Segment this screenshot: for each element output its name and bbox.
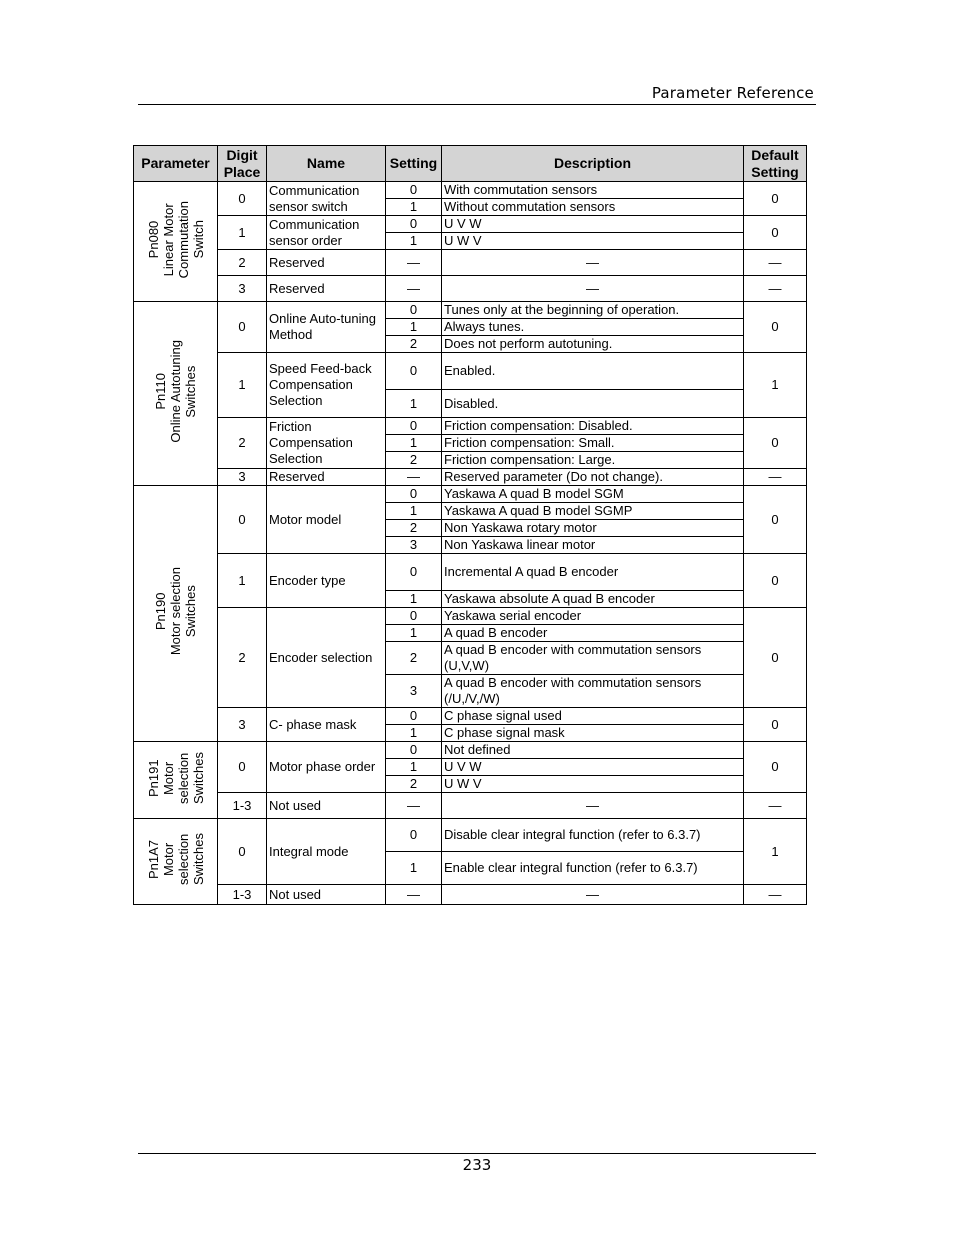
name-cell: Reserved [267, 250, 386, 276]
parameter-label-line: Motor [160, 842, 176, 877]
name-cell: Encoder type [267, 554, 386, 608]
parameter-cell [134, 819, 218, 905]
setting-cell: 2 [386, 452, 442, 469]
parameter-label-line: Switches [183, 585, 198, 638]
digit-place-cell: 3 [218, 276, 267, 302]
description-cell: Friction compensation: Disabled. [442, 418, 744, 435]
description-cell: Enable clear integral function (refer to 6.3.7) [442, 852, 744, 885]
description-cell: — [442, 276, 744, 302]
name-cell: C- phase mask [267, 708, 386, 742]
description-cell: Yaskawa A quad B model SGM [442, 486, 744, 503]
parameter-label-line: Pn080 [145, 220, 161, 259]
setting-cell: 1 [386, 503, 442, 520]
table-row [134, 353, 807, 390]
page-header-title: Parameter Reference [651, 84, 814, 102]
table-row [134, 216, 807, 233]
parameter-label-line: Pn191 [145, 759, 161, 797]
name-cell: Motor phase order [267, 742, 386, 793]
header-parameter: Parameter [134, 146, 218, 182]
description-cell: U W V [442, 233, 744, 250]
digit-place-cell: 0 [218, 182, 267, 216]
description-cell: U W V [442, 776, 744, 793]
digit-place-cell: 2 [218, 608, 267, 708]
default-setting-cell: 0 [744, 216, 807, 250]
setting-cell: 1 [386, 199, 442, 216]
table-row [134, 486, 807, 503]
name-cell: Reserved [267, 276, 386, 302]
table-row [134, 793, 807, 819]
header-default-line-2: Setting [751, 163, 799, 180]
default-setting-cell: — [744, 885, 807, 905]
setting-cell: 0 [386, 554, 442, 591]
name-cell: Friction Compensation Selection [267, 418, 386, 469]
description-cell: Tunes only at the beginning of operation. [442, 302, 744, 319]
digit-place-cell: 1 [218, 554, 267, 608]
setting-cell: 0 [386, 608, 442, 625]
name-cell: Motor model [267, 486, 386, 554]
description-cell: Friction compensation: Small. [442, 435, 744, 452]
default-setting-cell: 0 [744, 302, 807, 353]
setting-cell: — [386, 469, 442, 486]
digit-place-cell: 1-3 [218, 793, 267, 819]
table-row [134, 276, 807, 302]
header-description: Description [442, 146, 744, 182]
setting-cell: 0 [386, 353, 442, 390]
parameter-label-line: Motor [160, 761, 176, 795]
description-cell: Non Yaskawa rotary motor [442, 520, 744, 537]
name-cell: Communication sensor switch [267, 182, 386, 216]
parameter-label-line: Switches [190, 751, 206, 805]
name-cell: Online Auto-tuning Method [267, 302, 386, 353]
setting-cell: 1 [386, 319, 442, 336]
setting-cell: — [386, 276, 442, 302]
parameter-table [133, 145, 807, 905]
description-cell: — [442, 885, 744, 905]
name-cell: Communication sensor order [267, 216, 386, 250]
description-cell: Disabled. [442, 390, 744, 418]
parameter-label [153, 340, 198, 443]
parameter-label-line: Linear Motor [160, 203, 176, 276]
setting-cell: 2 [386, 642, 442, 675]
header-default-line-1: Default [751, 146, 799, 163]
default-setting-cell: 0 [744, 182, 807, 216]
setting-cell: 3 [386, 675, 442, 708]
digit-place-cell: 0 [218, 486, 267, 554]
digit-place-cell: 0 [218, 819, 267, 885]
parameter-label-line: Pn1A7 [145, 839, 161, 880]
description-cell: Always tunes. [442, 319, 744, 336]
name-cell: Not used [267, 885, 386, 905]
description-cell: Reserved parameter (Do not change). [442, 469, 744, 486]
description-cell: Does not perform autotuning. [442, 336, 744, 353]
setting-cell: 0 [386, 418, 442, 435]
description-cell: Yaskawa A quad B model SGMP [442, 503, 744, 520]
parameter-label [146, 201, 206, 278]
parameter-label-line: selection [175, 833, 191, 886]
name-cell: Not used [267, 793, 386, 819]
description-cell: Not defined [442, 742, 744, 759]
header-setting: Setting [386, 146, 442, 182]
setting-cell: 0 [386, 742, 442, 759]
setting-cell: 0 [386, 819, 442, 852]
description-cell: U V W [442, 759, 744, 776]
default-setting-cell: 0 [744, 608, 807, 708]
setting-cell: 1 [386, 759, 442, 776]
description-cell: A quad B encoder with commutation sensors (U,V,W) [442, 642, 744, 675]
header-default-setting [744, 146, 807, 182]
digit-place-cell: 3 [218, 708, 267, 742]
name-cell: Reserved [267, 469, 386, 486]
description-cell: Yaskawa absolute A quad B encoder [442, 591, 744, 608]
parameter-label-line: Commutation [175, 200, 191, 279]
setting-cell: 0 [386, 182, 442, 199]
setting-cell: 1 [386, 233, 442, 250]
parameter-label-line: Online Autotuning [168, 340, 183, 443]
table-row [134, 708, 807, 725]
setting-cell: — [386, 250, 442, 276]
description-cell: Friction compensation: Large. [442, 452, 744, 469]
parameter-label-line: Motor selection [168, 567, 183, 656]
parameter-label-line: Switch [190, 220, 206, 259]
name-cell: Encoder selection [267, 608, 386, 708]
description-cell: With commutation sensors [442, 182, 744, 199]
header-digit-line-1: Digit [226, 146, 258, 163]
default-setting-cell: — [744, 793, 807, 819]
digit-place-cell: 0 [218, 302, 267, 353]
description-cell: C phase signal used [442, 708, 744, 725]
setting-cell: 1 [386, 852, 442, 885]
table-row [134, 554, 807, 591]
header-digit-place [218, 146, 267, 182]
parameter-label-line: Pn110 [153, 373, 168, 410]
description-cell: Incremental A quad B encoder [442, 554, 744, 591]
table-row [134, 885, 807, 905]
parameter-cell [134, 182, 218, 302]
description-cell: — [442, 250, 744, 276]
table-row [134, 742, 807, 759]
digit-place-cell: 1 [218, 216, 267, 250]
setting-cell: 0 [386, 216, 442, 233]
default-setting-cell: — [744, 250, 807, 276]
description-cell: — [442, 793, 744, 819]
name-cell: Speed Feed-back Compensation Selection [267, 353, 386, 418]
default-setting-cell: 0 [744, 708, 807, 742]
digit-place-cell: 1-3 [218, 885, 267, 905]
default-setting-cell: 1 [744, 819, 807, 885]
table-body [134, 182, 807, 905]
description-cell: Without commutation sensors [442, 199, 744, 216]
setting-cell: 2 [386, 776, 442, 793]
table-row [134, 302, 807, 319]
footer-rule [138, 1153, 816, 1154]
setting-cell: 1 [386, 435, 442, 452]
parameter-label-line: selection [175, 752, 191, 804]
description-cell: Yaskawa serial encoder [442, 608, 744, 625]
table-header-row [134, 146, 807, 182]
header-rule [138, 104, 816, 105]
setting-cell: — [386, 885, 442, 905]
description-cell: C phase signal mask [442, 725, 744, 742]
parameter-label [153, 567, 198, 655]
setting-cell: 0 [386, 708, 442, 725]
parameter-label [146, 833, 206, 885]
setting-cell: 1 [386, 591, 442, 608]
description-cell: A quad B encoder with commutation sensors (/U,/V,/W) [442, 675, 744, 708]
table-row [134, 819, 807, 852]
page-number: 233 [462, 1156, 492, 1174]
default-setting-cell: 0 [744, 486, 807, 554]
setting-cell: 0 [386, 302, 442, 319]
default-setting-cell: — [744, 276, 807, 302]
setting-cell: 1 [386, 390, 442, 418]
description-cell: Disable clear integral function (refer to 6.3.7) [442, 819, 744, 852]
setting-cell: 1 [386, 625, 442, 642]
table-row [134, 182, 807, 199]
parameter-cell [134, 742, 218, 819]
table-row [134, 418, 807, 435]
name-cell: Integral mode [267, 819, 386, 885]
header-digit-line-2: Place [223, 163, 261, 180]
digit-place-cell: 3 [218, 469, 267, 486]
parameter-label-line: Pn190 [153, 592, 168, 631]
setting-cell: 3 [386, 537, 442, 554]
default-setting-cell: 0 [744, 742, 807, 793]
digit-place-cell: 1 [218, 353, 267, 418]
default-setting-cell: 0 [744, 554, 807, 608]
parameter-cell [134, 486, 218, 742]
setting-cell: 0 [386, 486, 442, 503]
parameter-label-line: Switches [190, 833, 206, 886]
setting-cell: 2 [386, 336, 442, 353]
description-cell: A quad B encoder [442, 625, 744, 642]
setting-cell: 1 [386, 725, 442, 742]
digit-place-cell: 0 [218, 742, 267, 793]
setting-cell: 2 [386, 520, 442, 537]
setting-cell: — [386, 793, 442, 819]
digit-place-cell: 2 [218, 250, 267, 276]
parameter-label-line: Switches [183, 365, 198, 418]
description-cell: U V W [442, 216, 744, 233]
description-cell: Non Yaskawa linear motor [442, 537, 744, 554]
description-cell: Enabled. [442, 353, 744, 390]
table-row [134, 608, 807, 625]
digit-place-cell: 2 [218, 418, 267, 469]
parameter-label [146, 752, 206, 804]
parameter-cell [134, 302, 218, 486]
header-name: Name [267, 146, 386, 182]
default-setting-cell: — [744, 469, 807, 486]
default-setting-cell: 0 [744, 418, 807, 469]
default-setting-cell: 1 [744, 353, 807, 418]
table-row [134, 250, 807, 276]
table-row [134, 469, 807, 486]
